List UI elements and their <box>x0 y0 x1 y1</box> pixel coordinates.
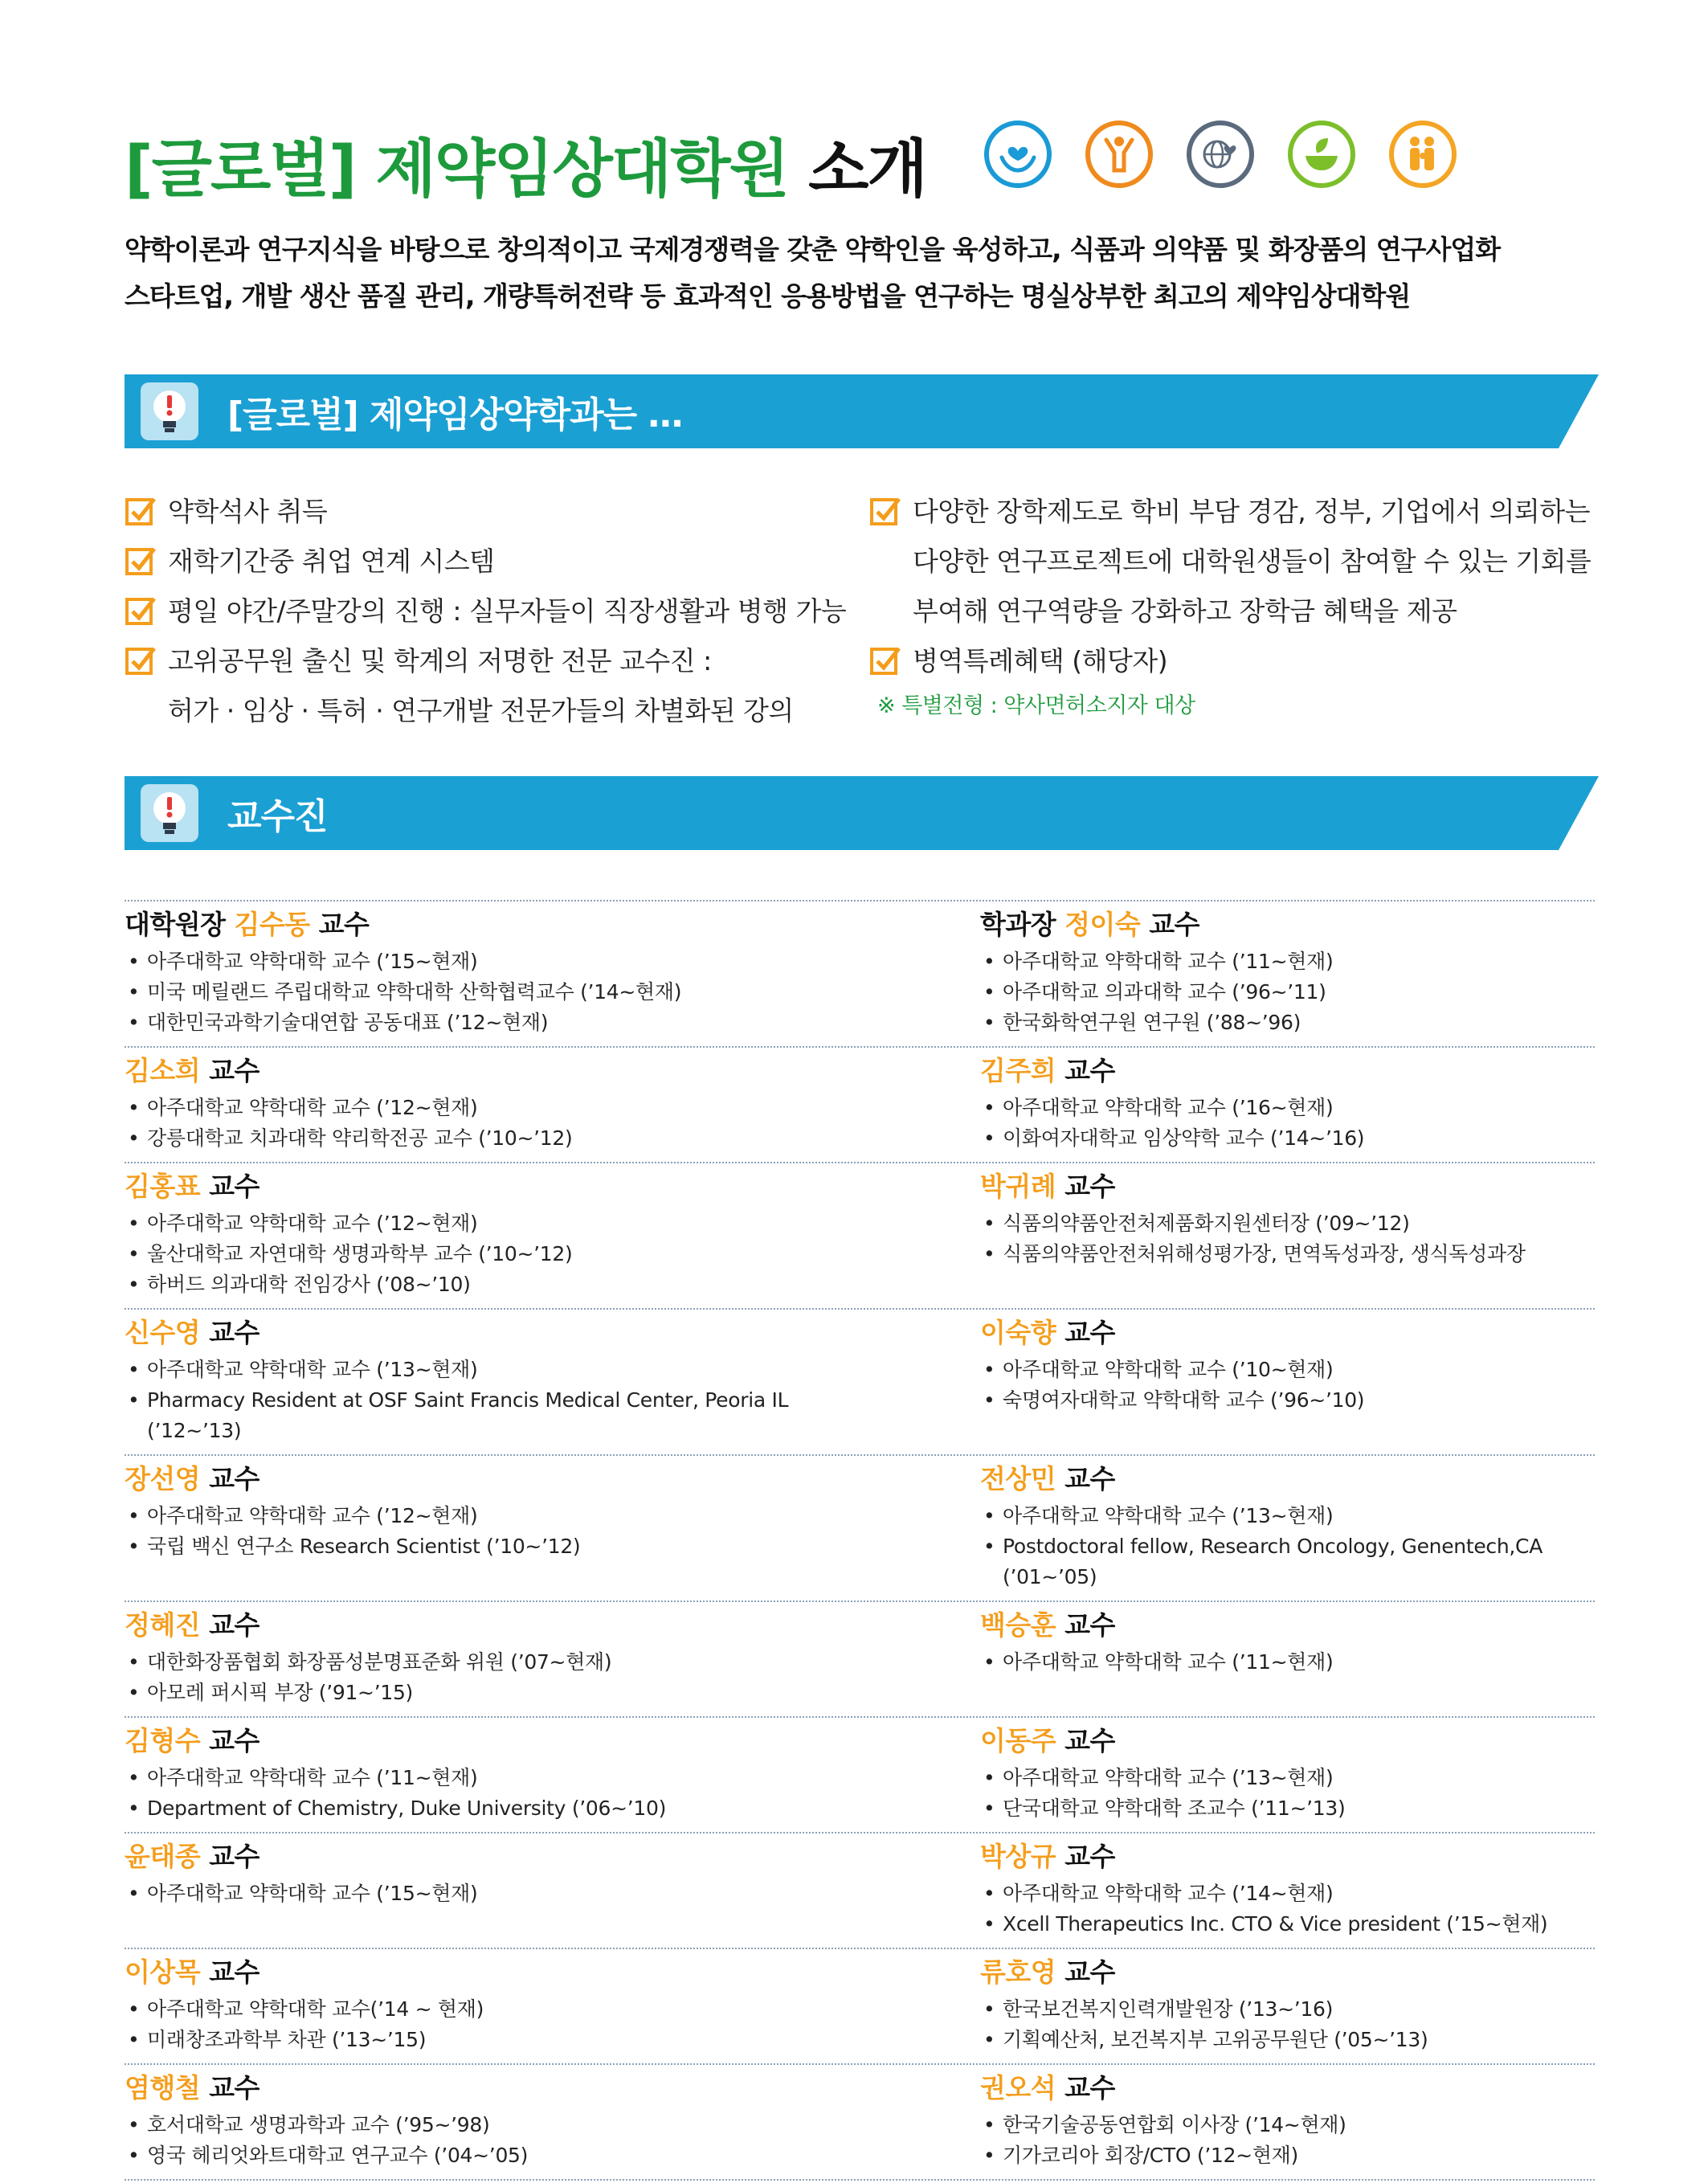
faculty-title: 교수 <box>200 1463 259 1494</box>
list-item-label: 고위공무원 출신 및 학계의 저명한 전문 교수진 : <box>168 645 712 677</box>
list-item: • 한국기술공동연합회 이사장 (’14~현재) <box>980 2110 1595 2140</box>
list-item: • 미국 메릴랜드 주립대학교 약학대학 산학협력교수 (’14~현재) <box>125 977 860 1008</box>
list-item: • 아주대학교 약학대학 교수 (’11~현재) <box>980 946 1595 977</box>
page-title-black: 소개 <box>787 133 926 206</box>
faculty-entry <box>125 1718 860 1832</box>
faculty-entry <box>125 1310 860 1454</box>
faculty-title: 교수 <box>1056 1463 1115 1494</box>
faculty-career-list <box>980 1878 1595 1940</box>
faculty-name <box>980 1168 1595 1205</box>
intro-line-2: 스타트업, 개발 생산 품질 관리, 개량특허전략 등 효과적인 응용방법을 연구하는 명실상부한 최고의 제약임상대학원 <box>125 280 1411 312</box>
special-admission-note: ※ 특별전형 : 약사면허소지자 대상 <box>877 693 1195 718</box>
list-item-continuation: 부여해 연구역량을 강화하고 장학금 혜택을 제공 <box>913 595 1457 627</box>
faculty-entry <box>860 1456 1595 1600</box>
list-item-label: 평일 야간/주말강의 진행 : 실무자들이 직장생활과 병행 가능 <box>168 595 847 627</box>
faculty-entry <box>125 1456 860 1600</box>
list-item: • 한국보건복지인력개발원장 (’13~’16) <box>980 1994 1595 2025</box>
header <box>125 119 1651 215</box>
hands-heart-icon <box>984 121 1052 188</box>
faculty-person-name: 박귀례 <box>980 1171 1056 1202</box>
faculty-career-list <box>125 946 860 1038</box>
list-item <box>125 537 848 587</box>
faculty-name <box>125 1607 860 1644</box>
faculty-career-list <box>980 1355 1595 1416</box>
checkbox-icon <box>125 595 157 628</box>
faculty-title: 교수 <box>200 1609 259 1641</box>
list-item-label: 다양한 장학제도로 학비 부담 경감, 정부, 기업에서 의뢰하는 <box>913 496 1590 527</box>
faculty-person-name: 염행철 <box>125 2072 201 2103</box>
section-title-program: [글로벌] 제약임상약학과는 … <box>227 394 683 435</box>
list-item-label: 재학기간중 취업 연계 시스템 <box>168 546 495 577</box>
faculty-entry <box>125 1163 860 1308</box>
list-item: • 아주대학교 약학대학 교수(’14 ~ 현재) <box>125 1994 860 2025</box>
list-item: • 미래창조과학부 차관 (’13~’15) <box>125 2025 860 2055</box>
faculty-entry <box>125 1833 860 1948</box>
faculty-name <box>125 1168 860 1205</box>
faculty-entry <box>860 2065 1595 2179</box>
faculty-career-list <box>125 1093 860 1154</box>
faculty-person-name: 이상목 <box>125 1956 201 1988</box>
faculty-entry <box>860 1833 1595 1948</box>
faculty-person-name: 이숙향 <box>980 1317 1056 1348</box>
faculty-row <box>125 1716 1595 1832</box>
header-icons <box>984 121 1457 188</box>
faculty-career-list <box>125 1994 860 2055</box>
list-item: • 아주대학교 약학대학 교수 (’13~현재) <box>980 1501 1595 1531</box>
lightbulb-icon <box>141 784 198 842</box>
faculty-career-list <box>980 1647 1595 1678</box>
list-item: • 식품의약품안전처제품화지원센터장 (’09~’12) <box>980 1208 1595 1239</box>
faculty-entry <box>125 2065 860 2179</box>
faculty-entry <box>860 1718 1595 1832</box>
faculty-person-name: 권오석 <box>980 2072 1056 2103</box>
faculty-name <box>980 1053 1595 1089</box>
list-item: • 국립 백신 연구소 Research Scientist (’10~’12) <box>125 1531 860 1562</box>
faculty-name <box>980 1461 1595 1498</box>
faculty-entry <box>125 1602 860 1716</box>
faculty-career-list <box>125 1208 860 1300</box>
section-bar-faculty <box>125 776 1599 850</box>
list-item: • 아주대학교 약학대학 교수 (’11~현재) <box>125 1763 860 1793</box>
lightbulb-icon <box>141 382 198 440</box>
list-item: • 아주대학교 약학대학 교수 (’12~현재) <box>125 1501 860 1531</box>
list-item <box>125 587 848 636</box>
list-item: • Pharmacy Resident at OSF Saint Francis Medical Center, Peoria IL (’12~’13) <box>125 1385 860 1446</box>
faculty-career-list <box>980 1994 1595 2055</box>
faculty-entry <box>860 1048 1595 1162</box>
list-item-continuation: 다양한 연구프로젝트에 대학원생들이 참여할 수 있는 기회를 <box>913 546 1592 577</box>
person-raise-icon <box>1085 121 1153 188</box>
list-item: • 아주대학교 약학대학 교수 (’16~현재) <box>980 1093 1595 1123</box>
faculty-person-name: 김소희 <box>125 1055 201 1086</box>
list-item: • 아주대학교 의과대학 교수 (’96~’11) <box>980 977 1595 1008</box>
faculty-name <box>125 1314 860 1351</box>
faculty-name <box>980 1954 1595 1991</box>
list-item <box>869 487 1608 537</box>
faculty-entry <box>125 901 860 1046</box>
checkbox-icon <box>869 645 901 677</box>
faculty-role: 대학원장 <box>125 909 235 940</box>
checkbox-icon <box>125 645 157 677</box>
faculty-role: 학과장 <box>980 909 1065 940</box>
faculty-person-name: 김주희 <box>980 1055 1056 1086</box>
faculty-title: 교수 <box>1056 1317 1115 1348</box>
faculty-name <box>125 1461 860 1498</box>
intro-text <box>125 227 1635 320</box>
faculty-career-list <box>980 1501 1595 1592</box>
list-item <box>125 636 848 686</box>
faculty-entry <box>860 1163 1595 1308</box>
faculty-title: 교수 <box>1056 1055 1115 1086</box>
program-left-list <box>125 487 848 736</box>
list-item: • 아모레 퍼시픽 부장 (’91~’15) <box>125 1678 860 1708</box>
list-item: • 아주대학교 약학대학 교수 (’13~현재) <box>980 1763 1595 1793</box>
list-item: • 아주대학교 약학대학 교수 (’14~현재) <box>980 1878 1595 1909</box>
list-item: • 호서대학교 생명과학과 교수 (’95~’98) <box>125 2110 860 2140</box>
list-item-label: 약학석사 취득 <box>168 496 328 527</box>
list-item: • 아주대학교 약학대학 교수 (’15~현재) <box>125 1878 860 1909</box>
faculty-name <box>980 1838 1595 1875</box>
faculty-title: 교수 <box>200 2072 259 2103</box>
faculty-row <box>125 900 1595 1046</box>
faculty-title: 교수 <box>200 1841 259 1872</box>
list-item: • Postdoctoral fellow, Research Oncology, Genentech,CA (’01~’05) <box>980 1531 1595 1592</box>
section-bar-program <box>125 374 1599 448</box>
faculty-career-list <box>125 1763 860 1824</box>
list-item: • 영국 헤리엇와트대학교 연구교수 (’04~’05) <box>125 2140 860 2171</box>
list-item: • 대한화장품협회 화장품성분명표준화 위원 (’07~현재) <box>125 1647 860 1678</box>
faculty-name <box>980 906 1595 943</box>
faculty-entry <box>860 901 1595 1046</box>
checkbox-icon <box>125 546 157 578</box>
faculty-title: 교수 <box>1056 1171 1115 1202</box>
list-item: • 한국화학연구원 연구원 (’88~’96) <box>980 1008 1595 1038</box>
faculty-title: 교수 <box>200 1956 259 1988</box>
list-item: • Department of Chemistry, Duke University (’06~’10) <box>125 1793 860 1824</box>
list-item: • 단국대학교 약학대학 조교수 (’11~’13) <box>980 1793 1595 1824</box>
faculty-row <box>125 1046 1595 1162</box>
faculty-title: 교수 <box>309 909 370 940</box>
faculty-row <box>125 2063 1595 2181</box>
list-item: • 아주대학교 약학대학 교수 (’12~현재) <box>125 1093 860 1123</box>
list-item: • 아주대학교 약학대학 교수 (’10~현재) <box>980 1355 1595 1385</box>
faculty-person-name: 정혜진 <box>125 1609 201 1641</box>
faculty-row <box>125 1308 1595 1454</box>
faculty-person-name: 정이숙 <box>1064 909 1141 940</box>
faculty-name <box>125 2070 860 2107</box>
checkbox-icon <box>869 496 901 528</box>
list-item: • 대한민국과학기술대연합 공동대표 (’12~현재) <box>125 1008 860 1038</box>
faculty-name <box>125 1053 860 1089</box>
faculty-title: 교수 <box>1056 2072 1115 2103</box>
list-item: • 강릉대학교 치과대학 약리학전공 교수 (’10~’12) <box>125 1123 860 1154</box>
faculty-person-name: 김형수 <box>125 1725 201 1756</box>
faculty-title: 교수 <box>1056 1841 1115 1872</box>
faculty-career-list <box>125 2110 860 2171</box>
program-right-list <box>869 487 1608 726</box>
list-item <box>125 487 848 537</box>
faculty-name <box>125 1723 860 1760</box>
faculty-title: 교수 <box>200 1725 259 1756</box>
faculty-name <box>980 1723 1595 1760</box>
faculty-title: 교수 <box>1056 1725 1115 1756</box>
faculty-career-list <box>980 1093 1595 1154</box>
faculty-name <box>980 1314 1595 1351</box>
faculty-title: 교수 <box>1056 1609 1115 1641</box>
faculty-career-list <box>125 1355 860 1446</box>
checkbox-icon <box>125 496 157 528</box>
faculty-row <box>125 1162 1595 1308</box>
faculty-row <box>125 1832 1595 1948</box>
faculty-title: 교수 <box>1056 1956 1115 1988</box>
page-title-green: [글로벌] 제약임상대학원 <box>125 133 788 206</box>
faculty-person-name: 김수동 <box>234 909 310 940</box>
faculty-row <box>125 1948 1595 2063</box>
faculty-entry <box>860 1602 1595 1716</box>
list-item: • Xcell Therapeutics Inc. CTO & Vice president (’15~현재) <box>980 1909 1595 1940</box>
faculty-title: 교수 <box>200 1317 259 1348</box>
faculty-name <box>125 906 860 943</box>
list-item: • 울산대학교 자연대학 생명과학부 교수 (’10~’12) <box>125 1239 860 1269</box>
list-item-label: 병역특례혜택 (해당자) <box>913 645 1168 677</box>
faculty-name <box>980 2070 1595 2107</box>
faculty-person-name: 류호영 <box>980 1956 1056 1988</box>
faculty-person-name: 이동주 <box>980 1725 1056 1756</box>
faculty-person-name: 김홍표 <box>125 1171 201 1202</box>
faculty-career-list <box>980 1208 1595 1269</box>
faculty-person-name: 박상규 <box>980 1841 1056 1872</box>
list-item-continuation: 허가 · 임상 · 특허 · 연구개발 전문가들의 차별화된 강의 <box>168 695 794 726</box>
list-item <box>869 636 1608 686</box>
list-item: • 아주대학교 약학대학 교수 (’13~현재) <box>125 1355 860 1385</box>
list-item: • 아주대학교 약학대학 교수 (’11~현재) <box>980 1647 1595 1678</box>
faculty-career-list <box>980 946 1595 1038</box>
faculty-grid <box>125 900 1595 2181</box>
page-title <box>125 119 926 209</box>
list-item: • 기가코리아 회장/CTO (’12~현재) <box>980 2140 1595 2171</box>
faculty-row <box>125 1454 1595 1600</box>
faculty-entry <box>860 1949 1595 2063</box>
faculty-title: 교수 <box>200 1055 259 1086</box>
faculty-person-name: 장선영 <box>125 1463 201 1494</box>
faculty-career-list <box>125 1501 860 1562</box>
faculty-career-list <box>125 1647 860 1708</box>
faculty-person-name: 전상민 <box>980 1463 1056 1494</box>
family-icon <box>1389 121 1457 188</box>
faculty-career-list <box>980 1763 1595 1824</box>
list-item: • 기획예산처, 보건복지부 고위공무원단 (’05~’13) <box>980 2025 1595 2055</box>
faculty-name <box>125 1838 860 1875</box>
globe-heart-icon <box>1187 121 1254 188</box>
list-item: • 이화여자대학교 임상약학 교수 (’14~’16) <box>980 1123 1595 1154</box>
faculty-name <box>980 1607 1595 1644</box>
faculty-title: 교수 <box>1140 909 1200 940</box>
faculty-title: 교수 <box>200 1171 259 1202</box>
faculty-entry <box>125 1048 860 1162</box>
list-item: • 숙명여자대학교 약학대학 교수 (’96~’10) <box>980 1385 1595 1416</box>
faculty-row <box>125 1600 1595 1716</box>
list-item: • 하버드 의과대학 전임강사 (’08~’10) <box>125 1269 860 1300</box>
list-item: • 아주대학교 약학대학 교수 (’15~현재) <box>125 946 860 977</box>
intro-line-1: 약학이론과 연구지식을 바탕으로 창의적이고 국제경쟁력을 갖춘 약학인을 육성하고, 식품과 의약품 및 화장품의 연구사업화 <box>125 234 1501 265</box>
faculty-person-name: 백승훈 <box>980 1609 1056 1641</box>
faculty-career-list <box>125 1878 860 1909</box>
faculty-career-list <box>980 2110 1595 2171</box>
faculty-person-name: 윤태종 <box>125 1841 201 1872</box>
list-item: • 식품의약품안전처위해성평가장, 면역독성과장, 생식독성과장 <box>980 1239 1595 1269</box>
section-title-faculty: 교수진 <box>227 796 328 837</box>
faculty-name <box>125 1954 860 1991</box>
list-item: • 아주대학교 약학대학 교수 (’12~현재) <box>125 1208 860 1239</box>
faculty-person-name: 신수영 <box>125 1317 201 1348</box>
mortar-leaf-icon <box>1288 121 1355 188</box>
faculty-entry <box>860 1310 1595 1454</box>
faculty-entry <box>125 1949 860 2063</box>
